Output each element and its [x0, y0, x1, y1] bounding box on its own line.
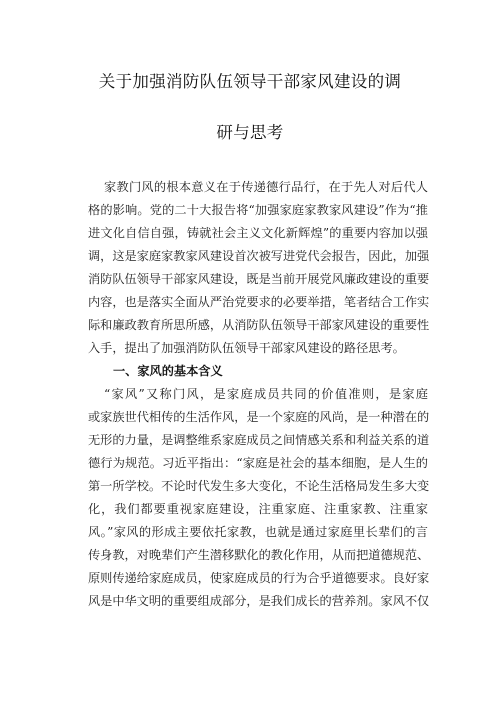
section-line: 无形的力量，是调整维系家庭成员之间情感关系和利益关系的道 — [88, 433, 430, 447]
section-line: 风。”家风的形成主要依托家教，也就是通过家庭里长辈们的言 — [88, 525, 428, 539]
section-heading: 一、家风的基本含义 — [113, 364, 223, 378]
section-line: 化，我们都要重视家庭建设，注重家庭、注重家教、注重家 — [88, 502, 428, 516]
section-line: 或家族世代相传的生活作风，是一个家庭的风尚，是一种潜在的 — [88, 410, 430, 424]
intro-line: 进文化自信自强，铸就社会主义文化新辉煌”的重要内容加以强 — [88, 226, 428, 240]
intro-line: 内容，也是落实全面从严治党要求的必要举措，笔者结合工作实 — [88, 295, 430, 309]
section-line: 第一所学校。不论时代发生多大变化，不论生活格局发生多大变 — [88, 479, 430, 493]
intro-line: 消防队伍领导干部家风建设，既是当前开展党风廉政建设的重要 — [88, 272, 430, 286]
section-line: “家风”又称门风，是家庭成员共同的价值准则，是家庭 — [104, 387, 428, 401]
document-title-line-2: 研与思考 — [216, 123, 284, 142]
intro-line: 格的影响。党的二十大报告将“加强家庭家教家风建设”作为“推 — [88, 203, 428, 217]
intro-line: 际和廉政教育所思所感，从消防队伍领导干部家风建设的重要性 — [88, 318, 430, 332]
section-line: 原则传递给家庭成员，使家庭成员的行为合乎道德要求。良好家 — [88, 571, 430, 585]
section-line: 传身教，对晚辈们产生潜移默化的教化作用，从而把道德规范、 — [88, 548, 430, 562]
intro-line: 家教门风的根本意义在于传递德行品行，在于先人对后代人 — [104, 180, 428, 194]
intro-line: 入手，提出了加强消防队伍领导干部家风建设的路径思考。 — [88, 341, 405, 355]
document-title-line-1: 关于加强消防队伍领导干部家风建设的调 — [98, 72, 402, 91]
section-line: 风是中华文明的重要组成部分，是我们成长的营养剂。家风不仅 — [88, 594, 430, 608]
section-line: 德行为规范。习近平指出：“家庭是社会的基本细胞，是人生的 — [88, 456, 428, 470]
intro-line: 调，这是家庭家教家风建设首次被写进党代会报告，因此，加强 — [88, 249, 430, 263]
